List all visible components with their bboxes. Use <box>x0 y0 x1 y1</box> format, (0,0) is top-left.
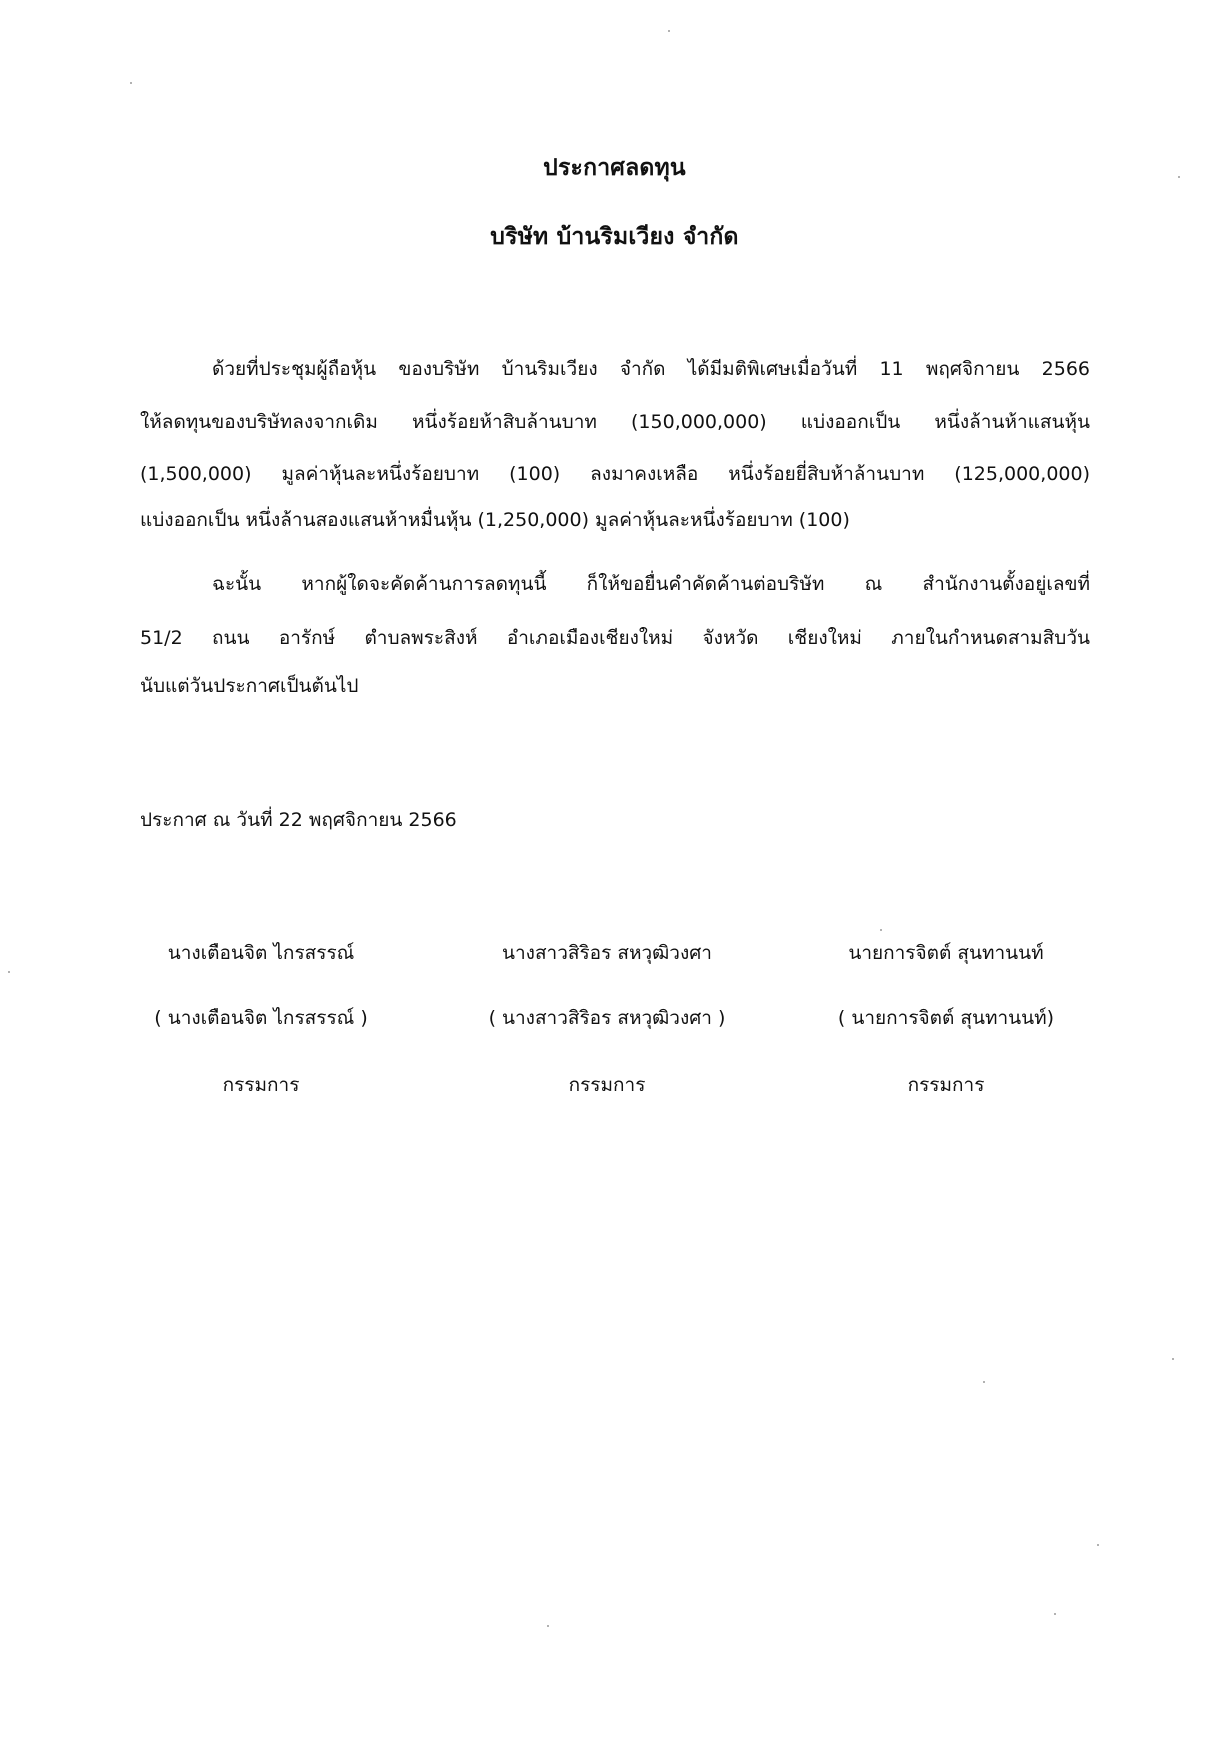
scan-speck <box>1178 176 1180 178</box>
scan-speck <box>983 1381 985 1383</box>
scan-speck <box>668 30 670 32</box>
page-title: ประกาศลดทุน <box>543 155 686 181</box>
scan-speck <box>547 1625 549 1627</box>
paragraph1-line-4: แบ่งออกเป็น หนึ่งล้านสองแสนห้าหมื่นหุ้น (1,250,000) มูลค่าหุ้นละหนึ่งร้อยบาท (100) <box>140 509 850 531</box>
signatory-name: นางสาวสิริอร สหวุฒิวงศา <box>502 942 712 964</box>
paragraph1-line-3: (1,500,000) มูลค่าหุ้นละหนึ่งร้อยบาท (100) ลงมาคงเหลือ หนึ่งร้อยยี่สิบห้าล้านบาท (125,000,000) <box>140 463 1090 485</box>
signatory-role: กรรมการ <box>222 1074 300 1096</box>
scan-speck <box>1172 1358 1174 1360</box>
paragraph1-line-1: ด้วยที่ประชุมผู้ถือหุ้น ของบริษัท บ้านริมเวียง จำกัด ได้มีมติพิเศษเมื่อวันที่ 11 พฤศจิกายน 2566 <box>212 358 1090 380</box>
scan-speck <box>8 971 10 973</box>
scan-speck <box>880 929 882 931</box>
paragraph2-line-3: นับแต่วันประกาศเป็นต้นไป <box>140 675 359 697</box>
signatory-name-parenthesized: ( นางเตือนจิต ไกรสรรณ์ ) <box>154 1007 368 1029</box>
signatory-name: นายการจิตต์ สุนทานนท์ <box>848 942 1044 964</box>
signatory-name: นางเตือนจิต ไกรสรรณ์ <box>167 942 355 964</box>
signatory-name-parenthesized: ( นายการจิตต์ สุนทานนท์) <box>837 1007 1055 1029</box>
signatory-name-parenthesized: ( นางสาวสิริอร สหวุฒิวงศา ) <box>488 1007 726 1029</box>
announcement-date: ประกาศ ณ วันที่ 22 พฤศจิกายน 2566 <box>140 809 457 831</box>
signatory-role: กรรมการ <box>568 1074 646 1096</box>
paragraph2-line-2: 51/2 ถนน อารักษ์ ตำบลพระสิงห์ อำเภอเมืองเชียงใหม่ จังหวัด เชียงใหม่ ภายในกำหนดสามสิบวัน <box>140 627 1090 649</box>
scan-speck <box>1097 1544 1099 1546</box>
scan-speck <box>130 82 132 84</box>
paragraph2-line-1: ฉะนั้น หากผู้ใดจะคัดค้านการลดทุนนี้ ก็ให้ขอยื่นคำคัดค้านต่อบริษัท ณ สำนักงานตั้งอยู่เลขที่ <box>212 573 1090 595</box>
paragraph1-line-2: ให้ลดทุนของบริษัทลงจากเดิม หนึ่งร้อยห้าสิบล้านบาท (150,000,000) แบ่งออกเป็น หนึ่งล้านห้าแสนหุ้น <box>140 411 1090 433</box>
scan-speck <box>1054 1613 1056 1615</box>
signatory-role: กรรมการ <box>907 1074 985 1096</box>
company-name: บริษัท บ้านริมเวียง จำกัด <box>490 224 739 250</box>
